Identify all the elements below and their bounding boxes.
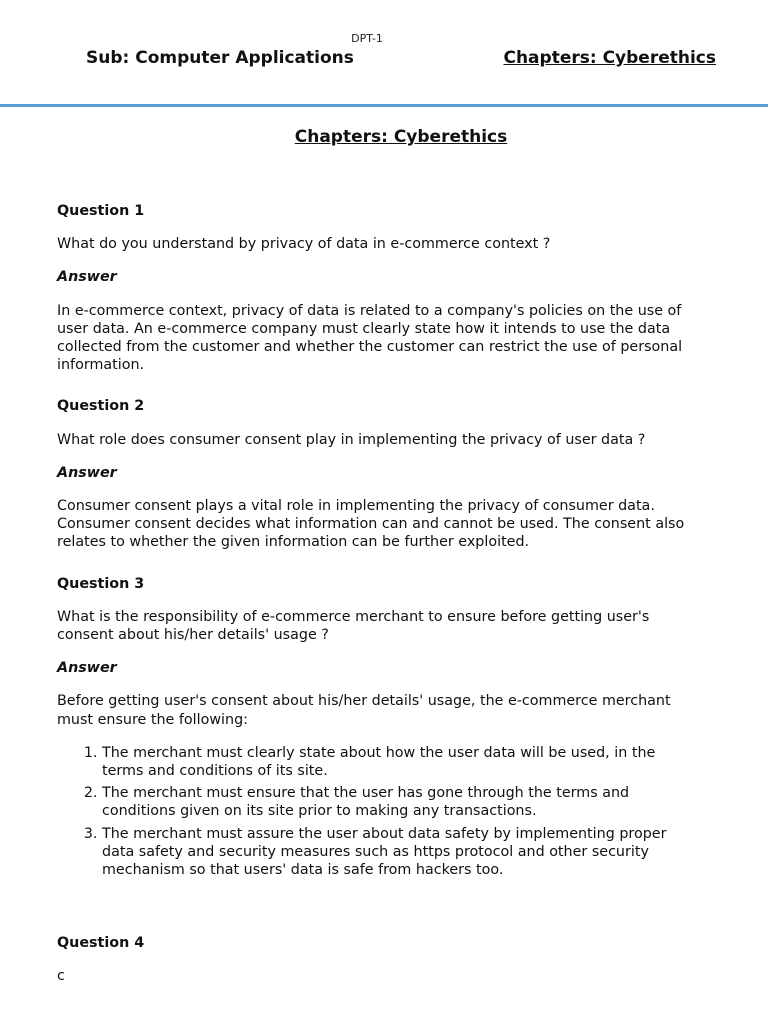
question-heading: Question 1 xyxy=(57,203,145,219)
header-divider xyxy=(0,104,768,107)
question-block-3 xyxy=(57,575,697,880)
list-item: 1. The merchant must clearly state about how the user data will be used, in the terms and conditions of its site. xyxy=(102,744,697,780)
section-spacer xyxy=(57,883,697,934)
question-block-2 xyxy=(57,397,697,551)
question-heading: Question 2 xyxy=(57,398,145,415)
page-header xyxy=(0,0,768,106)
document-body xyxy=(57,202,697,1001)
question-text: What role does consumer consent play in implementing the privacy of user data ? xyxy=(57,431,646,448)
answer-text: Consumer consent plays a vital role in implementing the privacy of consumer data. Consumer consent decides what information can and cannot be used. The consent also relates to whether the given information can be further exploited. xyxy=(57,498,685,551)
document-code: DPT-1 xyxy=(351,32,383,45)
question-block-4 xyxy=(57,934,697,985)
question-block-1 xyxy=(57,202,697,374)
list-item: 3. The merchant must assure the user about data safety by implementing proper data safety and security measures such as https protocol and other security mechanism so that users' data is safe from hackers too. xyxy=(102,825,697,880)
answer-text: Before getting user's consent about his/her details' usage, the e-commerce merchant must ensure the following: xyxy=(57,693,671,728)
header-chapter-title: Chapters: Cyberethics xyxy=(503,48,716,68)
question-heading: Question 3 xyxy=(57,575,145,592)
question-heading: Question 4 xyxy=(57,935,145,952)
question-text: What is the responsibility of e-commerce merchant to ensure before getting user's consent about his/her details' usage ? xyxy=(57,608,650,644)
question-text: What do you understand by privacy of data in e-commerce context ? xyxy=(57,236,551,253)
answer-heading: Answer xyxy=(57,660,117,677)
answer-text: In e-commerce context, privacy of data is related to a company's policies on the use of user data. An e-commerce company must clearly state how it intends to use the data collected from the customer and whether the customer can restrict the use of personal information. xyxy=(57,302,683,374)
page-title: Chapters: Cyberethics xyxy=(294,127,508,147)
subject-title: Sub: Computer Applications xyxy=(86,48,354,68)
question-text: c xyxy=(57,968,65,985)
answer-points-list xyxy=(57,744,697,879)
list-item: 2. The merchant must ensure that the user has gone through the terms and conditions given on its site prior to making any transactions. xyxy=(102,784,697,820)
answer-heading: Answer xyxy=(57,269,117,286)
answer-heading: Answer xyxy=(57,464,117,481)
